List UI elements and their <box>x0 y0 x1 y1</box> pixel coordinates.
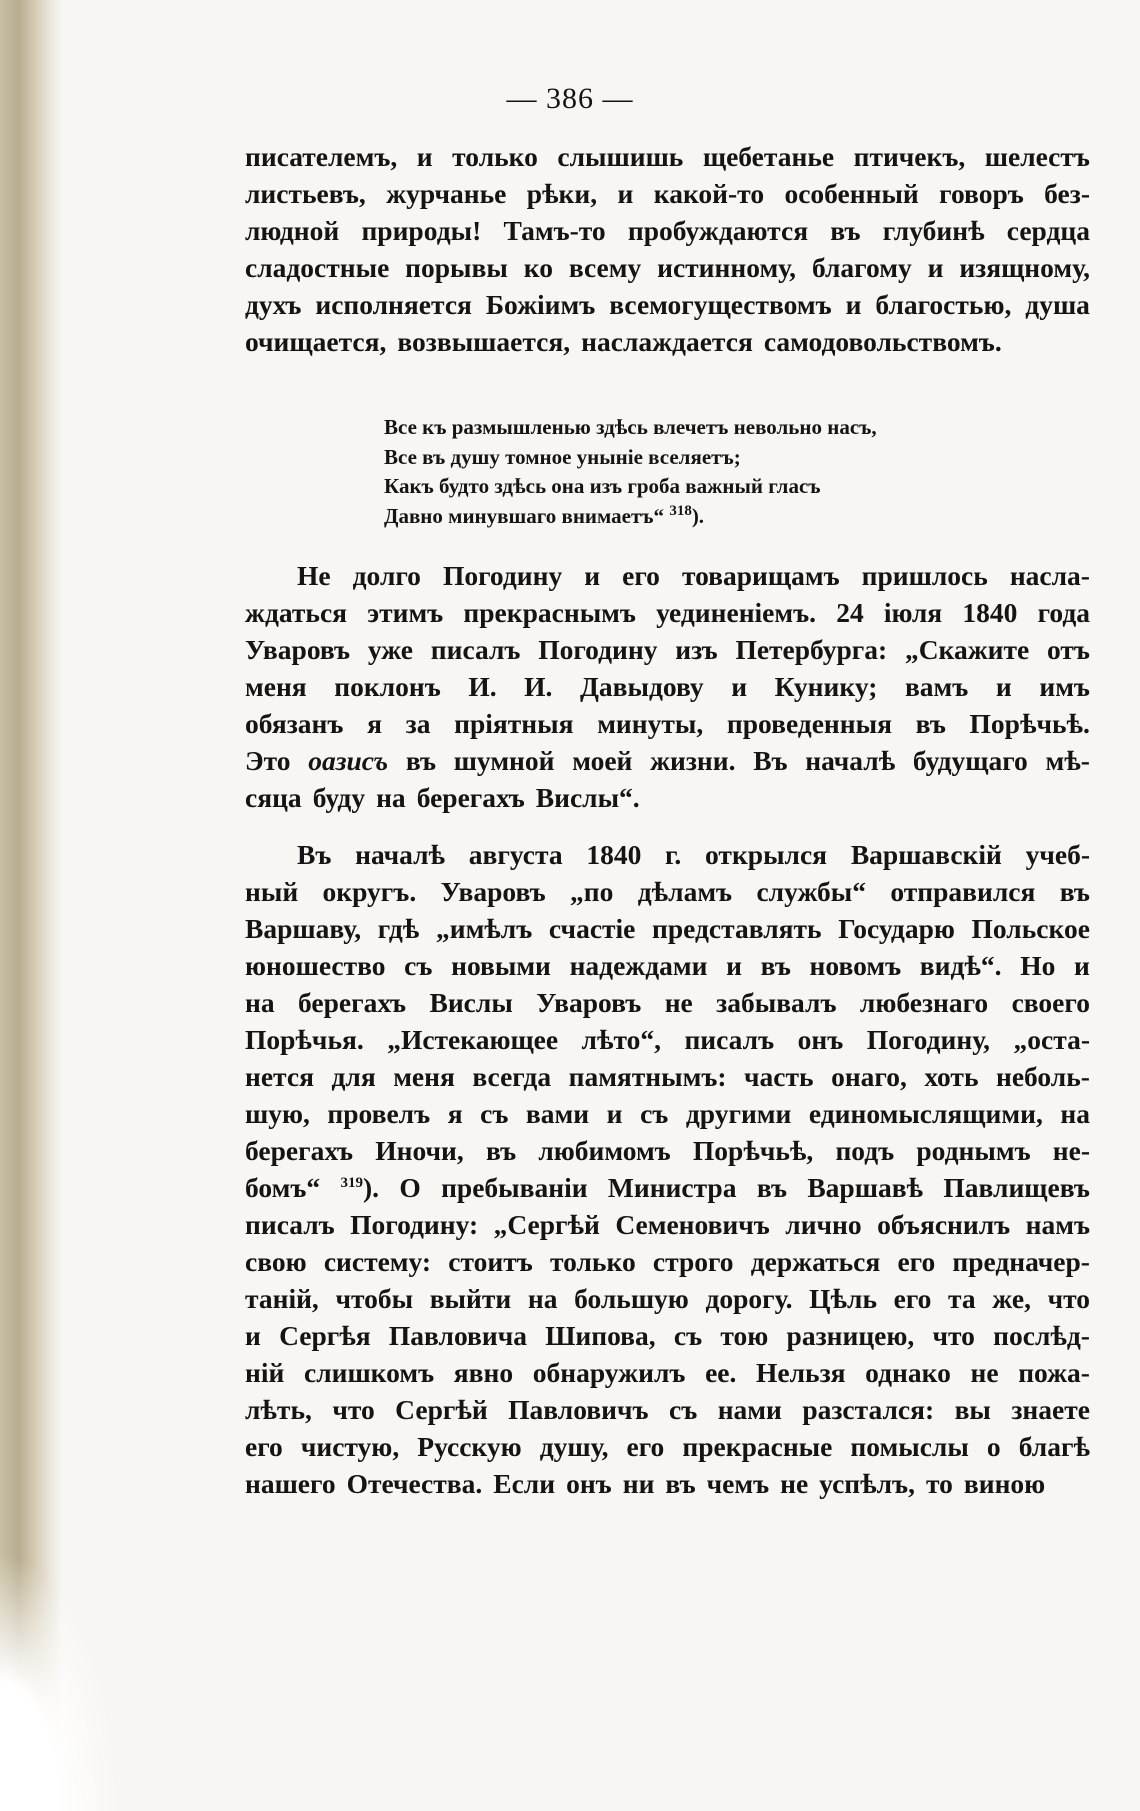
text-line <box>245 212 1090 249</box>
word: свою <box>245 1246 307 1277</box>
text-line <box>245 594 1090 631</box>
word: Кунику; <box>774 671 878 702</box>
word: разстался: <box>802 1394 935 1425</box>
word: и <box>416 141 433 172</box>
word: долго <box>352 560 421 591</box>
word: роднымъ <box>916 1135 1031 1166</box>
word: въ <box>665 1468 696 1499</box>
text-line <box>245 1021 1090 1058</box>
word: „оста- <box>1013 1024 1090 1055</box>
word: порывы <box>405 252 508 283</box>
text-line <box>245 1243 1090 1280</box>
word: тою <box>720 1320 769 1351</box>
word: держаться <box>750 1246 881 1277</box>
word: птичекъ, <box>853 141 966 172</box>
text-line <box>245 705 1090 742</box>
word: нами <box>717 1394 782 1425</box>
text-line <box>245 742 1090 779</box>
word: ни <box>622 1468 655 1499</box>
word: людной <box>245 215 340 246</box>
word: помыслы <box>850 1431 969 1462</box>
word: слышишь <box>557 141 684 172</box>
word: проведенныя <box>726 708 892 739</box>
word: забывалъ <box>716 987 837 1018</box>
text-line <box>245 138 1090 175</box>
word: Порѣчья. <box>245 1024 364 1055</box>
word: виною <box>963 1468 1046 1499</box>
text-line <box>245 1391 1090 1428</box>
word: писалъ <box>430 634 521 665</box>
word: оазисъ <box>308 745 389 776</box>
word: его <box>245 1431 283 1462</box>
word: Если <box>493 1468 556 1499</box>
word: неболь- <box>995 1061 1090 1092</box>
word: Уваровъ <box>245 634 351 665</box>
word: особенный <box>784 178 919 209</box>
word: лѣть, <box>245 1394 312 1425</box>
word: не <box>780 1468 809 1499</box>
text-line <box>245 836 1090 873</box>
word: Порѣчьѣ. <box>969 708 1090 739</box>
word: берегахъ <box>298 987 407 1018</box>
word: другими <box>685 1098 792 1129</box>
text-line <box>245 668 1090 705</box>
word: природы! <box>361 215 482 246</box>
text-line <box>245 947 1090 984</box>
word: та <box>948 1283 976 1314</box>
word: не <box>664 987 693 1018</box>
word: Въ <box>753 745 788 776</box>
word: и <box>995 671 1012 702</box>
word: представлять <box>652 913 822 944</box>
word: какой-то <box>653 178 765 209</box>
word: духъ <box>245 289 302 320</box>
word: счастіе <box>548 913 636 944</box>
word: Божіимъ <box>485 289 596 320</box>
word: на <box>376 782 406 813</box>
word: уединеніемъ. <box>656 597 817 628</box>
text-line <box>245 631 1090 668</box>
word: Государю <box>838 913 955 944</box>
word: строго <box>652 1246 734 1277</box>
word: за <box>405 708 431 739</box>
word: $^{319}$). <box>340 1172 380 1203</box>
word: „Скажите <box>904 634 1030 665</box>
book-binding-edge <box>0 0 62 1811</box>
word: берегахъ <box>416 782 525 813</box>
word: новыми <box>451 950 551 981</box>
word: Сергѣя <box>279 1320 371 1351</box>
word: для <box>331 1061 376 1092</box>
word: сладостные <box>245 252 390 283</box>
word: нется <box>245 1061 314 1092</box>
word: я <box>367 708 382 739</box>
word: душу, <box>539 1431 609 1462</box>
paragraph-2 <box>245 557 1090 816</box>
word: журчанье <box>386 178 507 209</box>
word: Погодину: <box>350 1209 479 1240</box>
word: я <box>447 1098 463 1129</box>
word: благѣ <box>1018 1431 1090 1462</box>
word: любезнаго <box>859 987 989 1018</box>
word: насла- <box>1009 560 1090 591</box>
word: пріятныя <box>454 708 574 739</box>
word: Это <box>245 745 291 776</box>
word: единомыслящими, <box>808 1098 1043 1129</box>
word: 1840 <box>586 839 642 870</box>
poem-quote <box>384 413 1024 531</box>
word: однако <box>865 1357 951 1388</box>
word: предначер- <box>952 1246 1090 1277</box>
word: Павлищевъ <box>943 1172 1090 1203</box>
word: Варшавѣ <box>807 1172 924 1203</box>
word: имъ <box>1039 671 1090 702</box>
word: поклонъ <box>334 671 441 702</box>
word: Павловича <box>388 1320 527 1351</box>
word: меня <box>245 671 307 702</box>
word: въ <box>485 1135 517 1166</box>
word: дорогу. <box>705 1283 793 1314</box>
word: чистую, <box>300 1431 400 1462</box>
word: въ <box>760 950 791 981</box>
word: что <box>1047 1283 1090 1314</box>
word: началѣ <box>805 745 896 776</box>
text-line <box>245 1095 1090 1132</box>
word: писалъ <box>245 1209 335 1240</box>
word: и <box>731 671 748 702</box>
word: лично <box>785 1209 862 1240</box>
word: онаго, <box>831 1061 907 1092</box>
word: отъ <box>1046 634 1090 665</box>
word: Уваровъ <box>536 987 642 1018</box>
text-line <box>245 1428 1090 1465</box>
word: слишкомъ <box>303 1357 435 1388</box>
word: мѣ- <box>1045 745 1090 776</box>
word: прекрасные <box>682 1431 833 1462</box>
word: Вислы“. <box>535 782 640 813</box>
word: И. <box>468 671 497 702</box>
word: на <box>527 1283 558 1314</box>
word: что <box>932 1320 975 1351</box>
word: и <box>726 950 742 981</box>
word: моей <box>572 745 633 776</box>
word: новомъ <box>809 950 902 981</box>
text-line <box>245 1169 1090 1206</box>
word: истинному, <box>657 252 797 283</box>
word: и <box>606 1098 623 1129</box>
text-line <box>245 1465 1090 1502</box>
word: „имѣлъ <box>435 913 533 944</box>
word: онъ <box>566 1468 612 1499</box>
word: обнаружилъ <box>532 1357 686 1388</box>
paragraph-3 <box>245 836 1090 1502</box>
word: меня <box>393 1061 455 1092</box>
text-line <box>245 1280 1090 1317</box>
word: ко <box>523 252 553 283</box>
word: успѣлъ, <box>819 1468 915 1499</box>
text-line <box>245 779 1090 816</box>
word: знаете <box>1011 1394 1090 1425</box>
word: Сергѣй <box>395 1394 488 1425</box>
text-line <box>245 1058 1090 1095</box>
word: шую, <box>245 1098 310 1129</box>
word: Отечества. <box>346 1468 483 1499</box>
poem-line: Какъ будто здѣсь она изъ гроба важный гласъ <box>384 474 821 498</box>
word: намъ <box>1025 1209 1090 1240</box>
word: Не <box>297 560 331 591</box>
word: Погодину <box>442 560 563 591</box>
word: его <box>626 1431 665 1462</box>
word: шелестъ <box>984 141 1090 172</box>
word: не- <box>1052 1135 1090 1166</box>
text-line <box>245 873 1090 910</box>
word: изящному, <box>959 252 1090 283</box>
word: сяца <box>245 782 302 813</box>
word: дѣламъ <box>637 876 733 907</box>
text-line <box>245 1354 1090 1391</box>
word: августа <box>468 839 563 870</box>
word: года <box>1037 597 1090 628</box>
word: Павловичъ <box>508 1394 649 1425</box>
word: что <box>332 1394 375 1425</box>
word: чемъ <box>706 1468 770 1499</box>
word: Варшавскій <box>850 839 1002 870</box>
word: Варшаву, <box>245 913 362 944</box>
word: систему: <box>323 1246 432 1277</box>
word: ный <box>245 876 299 907</box>
word: надеждами <box>569 950 708 981</box>
page-number: — 386 — <box>506 82 634 115</box>
word: разницею, <box>786 1320 915 1351</box>
word: памятнымъ: <box>568 1061 727 1092</box>
word: рѣки, <box>526 178 598 209</box>
word: ній <box>245 1357 285 1388</box>
word: въ <box>830 215 861 246</box>
word: товарищамъ <box>681 560 840 591</box>
word: Уваровъ <box>440 876 546 907</box>
word: въ <box>756 1172 788 1203</box>
word: обязанъ <box>245 708 344 739</box>
word: И. <box>524 671 553 702</box>
word: „Сергѣй <box>493 1209 600 1240</box>
word: пришлось <box>861 560 988 591</box>
word: жизни. <box>650 745 736 776</box>
word: Польское <box>971 913 1090 944</box>
word: щебетанье <box>702 141 835 172</box>
word: листьевъ, <box>245 178 366 209</box>
word: стоитъ <box>448 1246 533 1277</box>
poem-line: Все къ размышленью здѣсь влечетъ невольно насъ, <box>384 415 877 439</box>
word: Русскую <box>417 1431 522 1462</box>
word: видѣ“. <box>919 950 1002 981</box>
word: провелъ <box>327 1098 431 1129</box>
word: юношество <box>245 950 386 981</box>
word: іюля <box>883 597 943 628</box>
text-line <box>245 1206 1090 1243</box>
word: своего <box>1011 987 1090 1018</box>
word: вы <box>954 1394 991 1425</box>
text-line <box>245 557 1090 594</box>
word: всегда <box>472 1061 552 1092</box>
text-line <box>245 175 1090 212</box>
text-line <box>245 910 1090 947</box>
word: минуты, <box>597 708 704 739</box>
paragraph-1 <box>245 138 1090 360</box>
word: Петербурга: <box>735 634 888 665</box>
word: без- <box>1044 178 1090 209</box>
word: пробуждаются <box>627 215 809 246</box>
word: ждаться <box>245 597 348 628</box>
word: берегахъ <box>245 1135 354 1166</box>
word: и <box>245 1320 261 1351</box>
text-line <box>245 286 1090 323</box>
word: буду <box>312 782 366 813</box>
word: онъ <box>797 1024 844 1055</box>
word: говоръ <box>939 178 1024 209</box>
word: объяснилъ <box>877 1209 1011 1240</box>
word: открылся <box>705 839 828 870</box>
word: бомъ“ <box>245 1172 321 1203</box>
word: хоть <box>924 1061 979 1092</box>
word: Семеновичъ <box>615 1209 770 1240</box>
word: часть <box>744 1061 814 1092</box>
word: не <box>970 1357 999 1388</box>
word: благостью, <box>875 289 1012 320</box>
word: Порѣчьѣ, <box>692 1135 814 1166</box>
word: началѣ <box>355 839 446 870</box>
word: нашего <box>245 1468 336 1499</box>
text-line <box>245 1317 1090 1354</box>
word: благому <box>811 252 912 283</box>
word: то <box>925 1468 953 1499</box>
word: Въ <box>297 839 332 870</box>
word: лѣто“, <box>581 1024 661 1055</box>
word: писателемъ, <box>245 141 398 172</box>
word: и <box>845 289 862 320</box>
word: съ <box>480 1098 509 1129</box>
word: Министра <box>607 1172 737 1203</box>
word: съ <box>668 1394 698 1425</box>
word: на <box>1060 1098 1090 1129</box>
word: очищается, <box>245 326 387 357</box>
word: выйти <box>429 1283 512 1314</box>
word: писалъ <box>684 1024 775 1055</box>
word: службы“ <box>756 876 867 907</box>
word: его <box>622 560 660 591</box>
word: и <box>617 178 634 209</box>
word: отправился <box>890 876 1036 907</box>
word: Нельзя <box>756 1357 846 1388</box>
word: ее. <box>705 1357 737 1388</box>
word: чтобы <box>335 1283 414 1314</box>
word: округъ. <box>322 876 417 907</box>
word: въ <box>405 745 437 776</box>
word: учеб- <box>1025 839 1090 870</box>
word: Шипова, <box>545 1320 656 1351</box>
word: только <box>452 141 538 172</box>
word: Цѣль <box>809 1283 878 1314</box>
word: въ <box>915 708 946 739</box>
text-line <box>245 323 1090 360</box>
word: Иночи, <box>375 1135 464 1166</box>
word: его <box>893 1283 932 1314</box>
word: только <box>549 1246 636 1277</box>
word: въ <box>1059 876 1090 907</box>
word: 24 <box>836 597 864 628</box>
word: „Истекающее <box>387 1024 559 1055</box>
word: Но <box>1020 950 1056 981</box>
word: прекраснымъ <box>463 597 636 628</box>
word: пожа- <box>1018 1357 1090 1388</box>
text-line <box>245 984 1090 1021</box>
word: всемогуществомъ <box>609 289 832 320</box>
footnote-marker: 318 <box>669 502 692 519</box>
poem-line: Давно минувшаго внимаетъ“ $^{318}$). <box>384 502 705 528</box>
word: уже <box>367 634 414 665</box>
word: изъ <box>675 634 718 665</box>
word: съ <box>673 1320 703 1351</box>
word: Вислы <box>429 987 513 1018</box>
word: послѣд- <box>993 1320 1090 1351</box>
word: его <box>897 1246 936 1277</box>
word: и <box>927 252 944 283</box>
word: любимомъ <box>538 1135 671 1166</box>
footnote-marker: 319 <box>340 1174 363 1191</box>
word: шумной <box>453 745 555 776</box>
word: явно <box>453 1357 514 1388</box>
text-line <box>245 249 1090 286</box>
word: О <box>399 1172 421 1203</box>
word: этимъ <box>367 597 444 628</box>
word: Тамъ-то <box>503 215 606 246</box>
word: душа <box>1025 289 1090 320</box>
word: вами <box>525 1098 590 1129</box>
word: 1840 <box>962 597 1018 628</box>
text-line <box>245 1132 1090 1169</box>
word: г. <box>665 839 682 870</box>
word: и <box>1074 950 1090 981</box>
word: пребываніи <box>441 1172 588 1203</box>
word: глубинѣ <box>882 215 985 246</box>
word: же, <box>992 1283 1031 1314</box>
word: и <box>584 560 601 591</box>
word: Погодину, <box>866 1024 991 1055</box>
word: съ <box>404 950 433 981</box>
word: Погодину <box>538 634 658 665</box>
word: возвышается, <box>397 326 571 357</box>
poem-line: Все въ душу томное уныніе вселяетъ; <box>384 444 741 469</box>
word: большую <box>574 1283 689 1314</box>
word: о <box>986 1431 1001 1462</box>
page-corner-shadow <box>0 1551 120 1811</box>
word: таній, <box>245 1283 319 1314</box>
word: съ <box>640 1098 669 1129</box>
word: вамъ <box>904 671 969 702</box>
word: на <box>245 987 275 1018</box>
word: сердца <box>1006 215 1090 246</box>
word: всему <box>568 252 642 283</box>
word: „по <box>570 876 614 907</box>
word: наслаждается <box>581 326 753 357</box>
word: Давыдову <box>580 671 704 702</box>
word: подъ <box>835 1135 895 1166</box>
word: гдѣ <box>377 913 420 944</box>
word: будущаго <box>912 745 1028 776</box>
word: самодовольствомъ. <box>763 326 1002 357</box>
word: исполняется <box>315 289 472 320</box>
